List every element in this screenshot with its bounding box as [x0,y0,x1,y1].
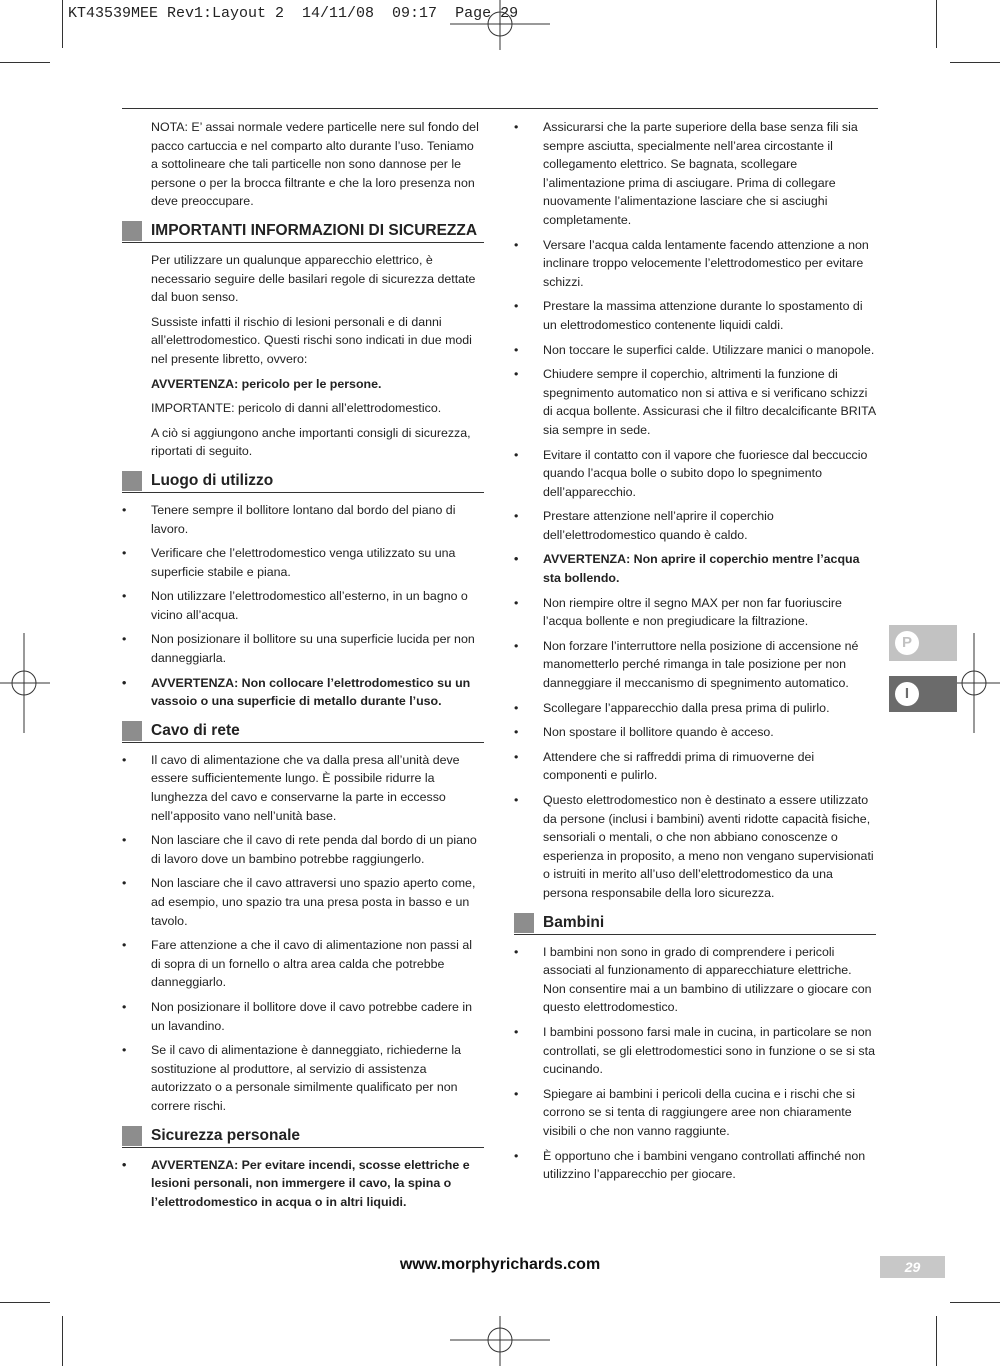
list-item: • Questo elettrodomestico non è destinato a essere utilizzato da persone (inclusi i bambini) aventi ridotte capacità fisiche, sensoriali o mentali, o che non abbiano conoscenze o esperienza in proposito, a meno non vengano supervisionati o istruiti in merito all’uso dell’elettrodomestico da una persona responsabile della loro sicurezza. [514,793,874,900]
right-column [514,118,876,1190]
list-item: • Se il cavo di alimentazione è danneggiato, richiederne la sostituzione al produttore, al servizio di assistenza autorizzato o a personale similmente qualificato per non correre rischi. [122,1043,461,1113]
bullet-icon: • [122,833,127,848]
bullet-icon: • [514,509,519,524]
list-item: • È opportuno che i bambini vengano controllati affinché non utilizzino l’apparecchio per giocare. [514,1148,866,1182]
language-tab-i [889,676,957,712]
bullet-icon: • [514,700,519,715]
registration-mark-right [950,633,1000,733]
bullet-icon: • [122,502,127,517]
list-item: • Prestare attenzione nell’aprire il coperchio dell’elettrodomestico quando è caldo. [514,509,774,542]
bullet-icon: • [514,237,519,252]
bullet-icon: • [122,999,127,1014]
list-item: • Versare l’acqua calda lentamente facendo attenzione a non inclinare troppo velocemente l’elettrodomestico per evitare schizzi. [514,237,869,289]
crop-mark [950,1302,1000,1303]
list-item: • Evitare il contatto con il vapore che fuoriesce dal beccuccio quando l’acqua bolle o subito dopo lo spegnimento dell’apparecchio. [514,447,868,499]
language-letter: P [895,631,919,655]
list-item: • Non riempire oltre il segno MAX per non far fuoriuscire l’acqua bollente e non pregiudicare la filtrazione. [514,595,842,629]
safety-continued-list [514,118,876,903]
section-safety-heading [122,220,484,243]
section-location-heading [122,470,484,493]
list-item: • Scollegare l’apparecchio dalla presa prima di pulirlo. [514,699,876,718]
language-tab-p [889,625,957,661]
bullet-icon: • [514,638,519,653]
list-item: • I bambini non sono in grado di comprendere i pericoli associati al funzionamento di apparecchiature elettriche. Non consentire mai a un bambino di utilizzare o giocare con questo elettrodomestico. [514,944,872,1015]
registration-mark-top [450,0,550,50]
bullet-icon: • [122,938,127,953]
section-title: Cavo di rete [151,721,240,739]
bullet-icon: • [514,1086,519,1101]
bullet-icon: • [514,1024,519,1039]
registration-mark-bottom [450,1316,550,1366]
left-column [122,118,484,1217]
list-item: • Spiegare ai bambini i pericoli della cucina e i rischi che si corrono se si tenta di raggiungere aree non chiaramente visibili o che non vanno raggiunte. [514,1086,855,1138]
list-item: • Non spostare il bollitore quando è acceso. [514,723,876,742]
list-item: • Prestare la massima attenzione durante lo spostamento di un elettrodomestico contenente liquidi caldi. [514,299,863,332]
list-item: • Non posizionare il bollitore su una superficie lucida per non danneggiarla. [122,632,475,666]
cable-list [122,751,484,1116]
list-item: • Tenere sempre il bollitore lontano dal bordo del piano di lavoro. [122,502,456,536]
section-title: IMPORTANTI INFORMAZIONI DI SICUREZZA [151,221,478,239]
list-item: • Non posizionare il bollitore dove il cavo potrebbe cadere in un lavandino. [122,999,472,1033]
footer-website: www.morphyrichards.com [399,1256,601,1273]
crop-mark [0,62,50,63]
bullet-icon: • [514,367,519,382]
bullet-icon: • [122,1043,127,1058]
section-title: Sicurezza personale [151,1126,301,1144]
bullet-icon: • [122,876,127,891]
location-list [122,501,484,711]
heading-block-icon [514,913,534,933]
bullet-icon: • [514,944,519,959]
heading-block-icon [122,721,142,741]
crop-mark [950,62,1000,63]
header-rule [122,108,878,109]
crop-mark [62,1316,63,1366]
list-item: • Fare attenzione a che il cavo di alimentazione non passi al di sopra di un fornello o altra area calda che potrebbe danneggiarlo. [122,938,472,990]
heading-block-icon [122,1126,142,1146]
heading-block-icon [122,471,142,491]
safety-paragraph: Sussiste infatti il rischio di lesioni personali e di danni all’elettrodomestico. Questi rischi sono indicati in due modi nel presente libretto, ovvero: [151,314,472,366]
registration-mark-left [0,633,50,733]
print-slug: KT43539MEE Rev1:Layout 2 14/11/08 09:17 Page 29 [68,5,519,22]
list-item: • Attendere che si raffreddi prima di rimuoverne dei componenti e pulirlo. [514,749,815,783]
section-title: Luogo di utilizzo [151,471,274,489]
bullet-icon: • [514,793,519,807]
list-item: • Assicurarsi che la parte superiore della base senza fili sia sempre asciutta, specialmente nell’area circostante il collegamento elettrico. Se bagnata, scollegare l’alimentazione prima di asciugare. Prima di collegare nuovamente l’alimentazione lasciare che si asciughi completamente. [514,120,858,227]
list-item: • Non lasciare che il cavo attraversi uno spazio aperto come, ad esempio, uno spazio tra una presa posta in basso e un tavolo. [122,876,476,928]
bullet-icon: • [122,675,127,690]
bullet-icon: • [514,447,519,462]
list-item-warning: • AVVERTENZA: Non aprire il coperchio mentre l’acqua sta bollendo. [514,552,860,586]
heading-block-icon [122,221,142,241]
bullet-icon: • [514,342,519,357]
intro-note: NOTA: E’ assai normale vedere particelle nere sul fondo del pacco cartuccia e nel comparto alto durante l’uso. Teniamo a sottolineare che tali particelle non sono dannose per le persone o per la brocca filtrante e che la loro presenza non deve preoccupare. [151,120,479,209]
safety-important-definition: IMPORTANTE: pericolo di danni all’elettrodomestico. [151,401,442,416]
bullet-icon: • [122,1157,127,1172]
list-item-warning: • AVVERTENZA: Per evitare incendi, scosse elettriche e lesioni personali, non immergere il cavo, la spina o l’elettrodomestico in acqua o in altri liquidi. [122,1157,470,1209]
list-item: • Non toccare le superfici calde. Utilizzare manici o manopole. [514,341,876,360]
safety-warning-definition: AVVERTENZA: pericolo per le persone. [151,376,382,391]
bullet-icon: • [514,1148,519,1163]
bullet-icon: • [514,725,519,740]
section-title: Bambini [543,913,605,931]
safety-paragraph: Per utilizzare un qualunque apparecchio elettrico, è necessario seguire delle basilari regole di sicurezza dettate dal buon senso. [151,252,476,305]
list-item: • Verificare che l’elettrodomestico venga utilizzato su una superficie stabile e piana. [122,546,456,579]
bullet-icon: • [122,589,127,604]
safety-paragraph: A ciò si aggiungono anche importanti consigli di sicurezza, riportati di seguito. [151,425,471,459]
bullet-icon: • [122,546,127,561]
bullet-icon: • [514,299,519,314]
list-item: • Il cavo di alimentazione che va dalla presa all’unità deve essere sufficientemente lungo. È possibile ridurre la lunghezza del cavo e conservarne la parte in eccesso nell’apposito vano nell’unità base. [122,752,460,823]
bullet-icon: • [514,120,519,134]
crop-mark [936,0,937,48]
list-item: • Non lasciare che il cavo di rete penda dal bordo di un piano di lavoro dove un bambino potrebbe raggiungerlo. [122,833,477,866]
bullet-icon: • [514,552,519,567]
section-cable-heading [122,720,484,743]
list-item: • I bambini possono farsi male in cucina, in particolare se non controllati, se gli elettrodomestici sono in funzione o se si sta cucinando. [514,1024,875,1077]
bullet-icon: • [122,752,127,767]
bullet-icon: • [514,595,519,610]
crop-mark [0,1302,50,1303]
list-item-warning: • AVVERTENZA: Non collocare l’elettrodomestico su un vassoio o una superficie di metallo durante l’uso. [122,675,471,709]
list-item: • Chiudere sempre il coperchio, altrimenti la funzione di spegnimento automatico non si attiva e si verificano schizzi di acqua bollente. Assicurasi che il filtro decalcificante BRITA sia sempre in sede. [514,367,876,437]
personal-list [122,1156,484,1212]
bullet-icon: • [122,632,127,647]
section-children-heading [514,912,876,935]
crop-mark [936,1316,937,1366]
list-item: • Non forzare l’interruttore nella posizione di accensione né manometterlo perché rimanga in tale posizione per non danneggiare il meccanismo di spegnimento automatico. [514,638,859,691]
page-number: 29 [880,1256,945,1278]
list-item: • Non utilizzare l’elettrodomestico all’esterno, in un bagno o vicino all’acqua. [122,589,468,622]
crop-mark [62,0,63,48]
language-letter: I [895,682,919,706]
bullet-icon: • [514,749,519,764]
section-personal-heading [122,1125,484,1148]
children-list [514,943,876,1184]
